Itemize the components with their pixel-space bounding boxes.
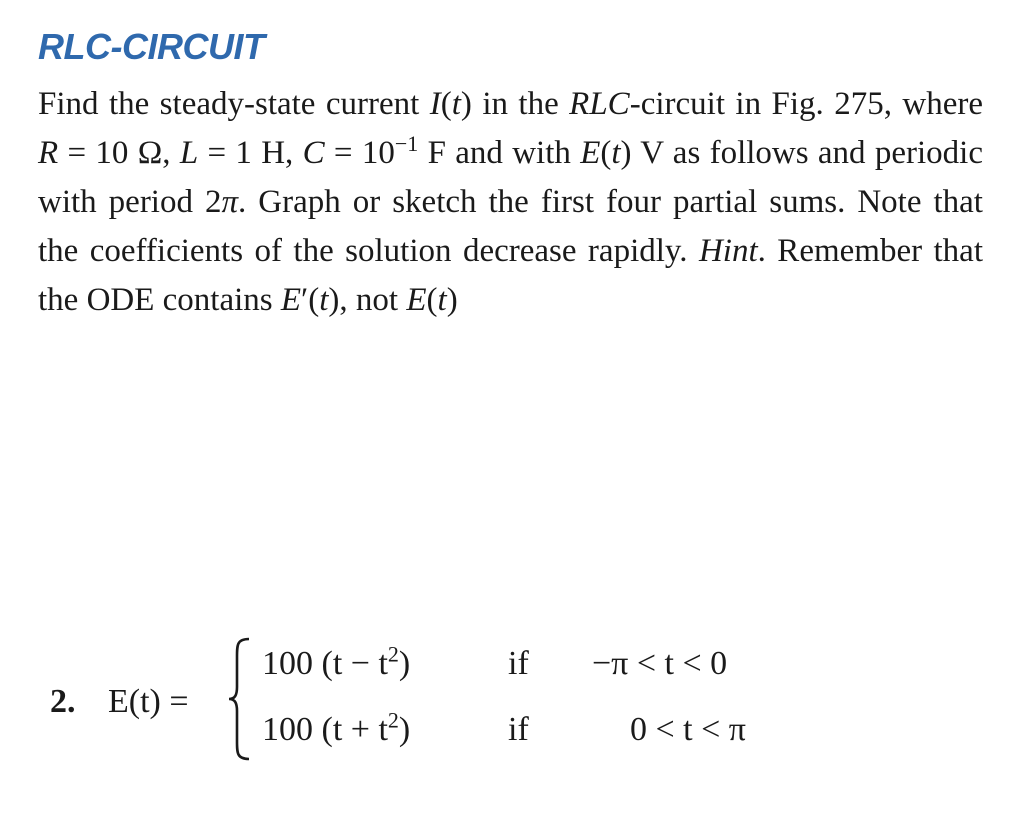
case-condition: −π < t < 0 xyxy=(592,645,728,682)
exercise-item xyxy=(50,635,950,765)
expression-text: ) xyxy=(398,711,411,748)
text-fragment: ( xyxy=(308,282,320,318)
text-fragment: ) V as follows and periodic with period 2 xyxy=(38,135,983,220)
emf-symbol: E xyxy=(406,282,427,318)
text-fragment: = 1 H, xyxy=(198,135,303,171)
text-fragment: ) in the xyxy=(460,86,570,122)
time-symbol: t xyxy=(319,282,329,318)
square-exponent: 2 xyxy=(387,707,399,733)
text-fragment: ( xyxy=(600,135,612,171)
case-expression xyxy=(262,707,411,749)
left-brace-icon xyxy=(225,635,255,763)
text-fragment: ( xyxy=(440,86,452,122)
text-fragment: . Graph or sketch the first four partial sums. Note that the coefficients of the solution decrease rapidly. xyxy=(38,184,983,269)
capacitance-symbol: C xyxy=(302,135,325,171)
exponent: −1 xyxy=(394,131,419,156)
expression-text: 100 (t − t xyxy=(262,645,388,682)
text-fragment: F and with xyxy=(418,135,581,171)
resistance-symbol: R xyxy=(38,135,59,171)
hint-label: Hint xyxy=(698,233,758,269)
emf-symbol: E xyxy=(580,135,601,171)
text-fragment: -circuit in Fig. 275, where xyxy=(629,86,983,122)
emf-symbol: E xyxy=(280,282,302,318)
expression-text: 100 (t + t xyxy=(262,711,388,748)
function-lhs: E(t) = xyxy=(108,683,189,720)
case-expression xyxy=(262,641,411,683)
case-if-label: if xyxy=(508,711,529,748)
text-fragment: ) xyxy=(446,282,458,318)
rlc-symbol: RLC xyxy=(569,86,630,122)
inductance-symbol: L xyxy=(179,135,199,171)
section-heading: RLC-CIRCUIT xyxy=(38,26,265,67)
item-number: 2. xyxy=(50,683,76,720)
text-fragment: ( xyxy=(426,282,438,318)
current-symbol: I xyxy=(429,86,441,122)
case-if-label: if xyxy=(508,645,529,682)
text-fragment: . Remember that the ODE contains xyxy=(38,233,983,318)
prime-mark: ′ xyxy=(301,282,309,318)
pi-symbol: π xyxy=(221,184,239,220)
text-fragment: = 10 xyxy=(324,135,395,171)
expression-text: ) xyxy=(398,645,411,682)
time-symbol: t xyxy=(611,135,621,171)
problem-statement xyxy=(38,80,983,325)
text-fragment: ), not xyxy=(328,282,407,318)
time-symbol: t xyxy=(451,86,461,122)
time-symbol: t xyxy=(437,282,447,318)
text-fragment: Find the steady-state current xyxy=(38,86,430,122)
case-condition: 0 < t < π xyxy=(630,711,746,748)
square-exponent: 2 xyxy=(387,641,399,667)
text-fragment: = 10 Ω, xyxy=(58,135,180,171)
